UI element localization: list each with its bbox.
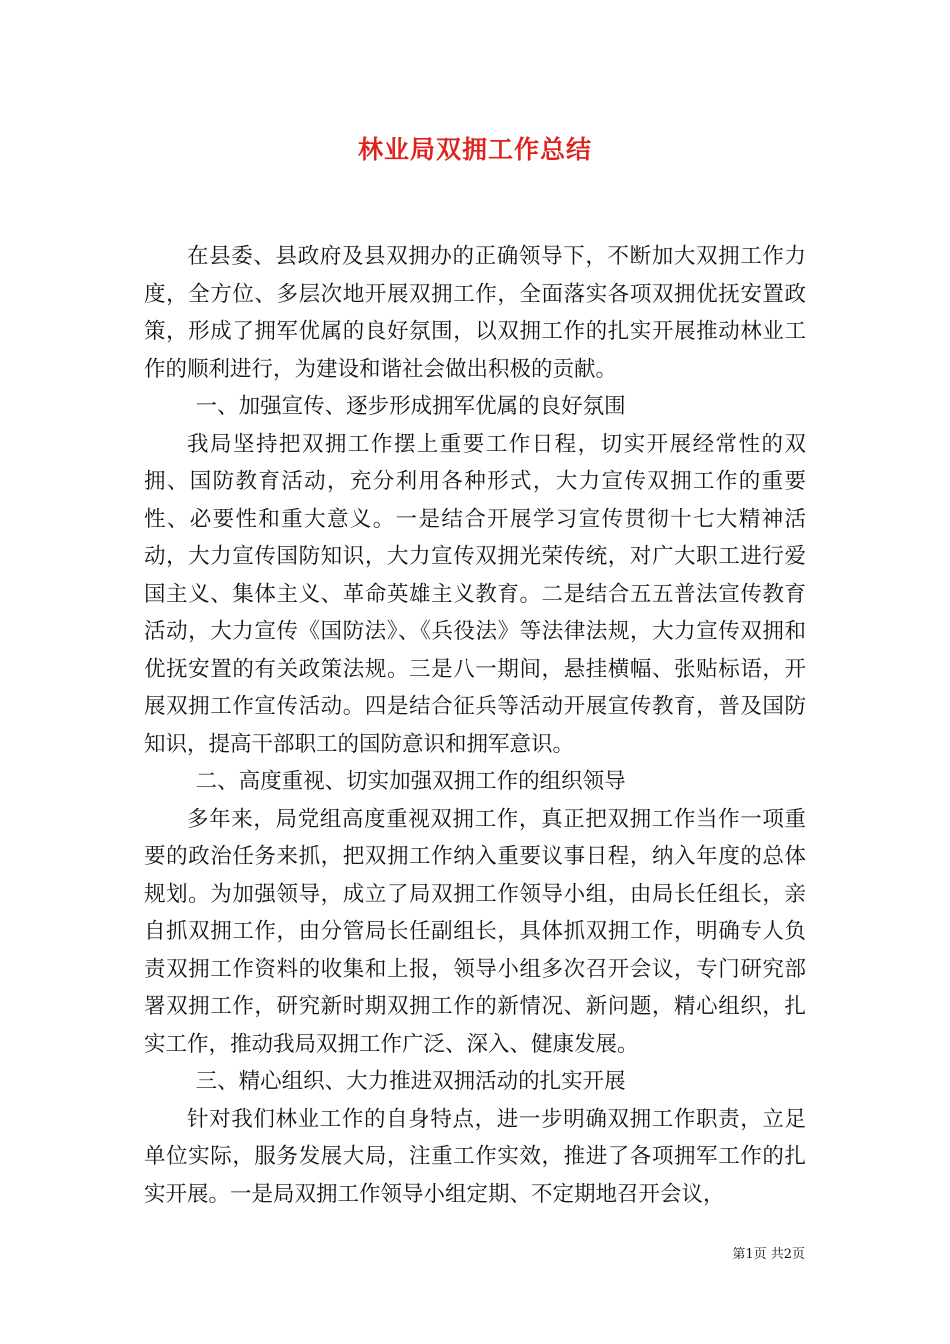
section-paragraph-2: 多年来，局党组高度重视双拥工作，真正把双拥工作当作一项重要的政治任务来抓，把双拥工作纳入重要议事日程，纳入年度的总体规划。为加强领导，成立了局双拥工作领导小组，由局长任组长，亲自抓双拥工作，由分管局长任副组长，具体抓双拥工作，明确专人负责双拥工作资料的收集和上报，领导小组多次召开会议，专门研究部署双拥工作，研究新时期双拥工作的新情况、新问题，精心组织，扎实工作，推动我局双拥工作广泛、深入、健康发展。 xyxy=(144,806,806,1057)
section-heading-2: 二、高度重视、切实加强双拥工作的组织领导 xyxy=(195,769,626,794)
intro-paragraph: 在县委、县政府及县双拥办的正确领导下，不断加大双拥工作力度，全方位、多层次地开展双拥工作，全面落实各项双拥优抚安置政策，形成了拥军优属的良好氛围，以双拥工作的扎实开展推动林业工作的顺利进行，为建设和谐社会做出积极的贡献。 xyxy=(144,244,806,382)
section-paragraph-3: 针对我们林业工作的自身特点，进一步明确双拥工作职责，立足单位实际，服务发展大局，注重工作实效，推进了各项拥军工作的扎实开展。一是局双拥工作领导小组定期、不定期地召开会议， xyxy=(144,1106,806,1207)
document-title: 林业局双拥工作总结 xyxy=(357,135,592,164)
section-heading-1: 一、加强宣传、逐步形成拥军优属的良好氛围 xyxy=(195,394,626,419)
document-body xyxy=(144,238,806,1213)
page-number-footer: 第1页 共2页 xyxy=(732,1247,805,1262)
section-paragraph-1: 我局坚持把双拥工作摆上重要工作日程，切实开展经常性的双拥、国防教育活动，充分利用各种形式，大力宣传双拥工作的重要性、必要性和重大意义。一是结合开展学习宣传贯彻十七大精神活动，大力宣传国防知识，大力宣传双拥光荣传统，对广大职工进行爱国主义、集体主义、革命英雄主义教育。二是结合五五普法宣传教育活动，大力宣传《国防法》、《兵役法》等法律法规，大力宣传双拥和优抚安置的有关政策法规。三是八一期间，悬挂横幅、张贴标语，开展双拥工作宣传活动。四是结合征兵等活动开展宣传教育，普及国防知识，提高干部职工的国防意识和拥军意识。 xyxy=(144,431,806,757)
section-heading-3: 三、精心组织、大力推进双拥活动的扎实开展 xyxy=(195,1069,626,1094)
